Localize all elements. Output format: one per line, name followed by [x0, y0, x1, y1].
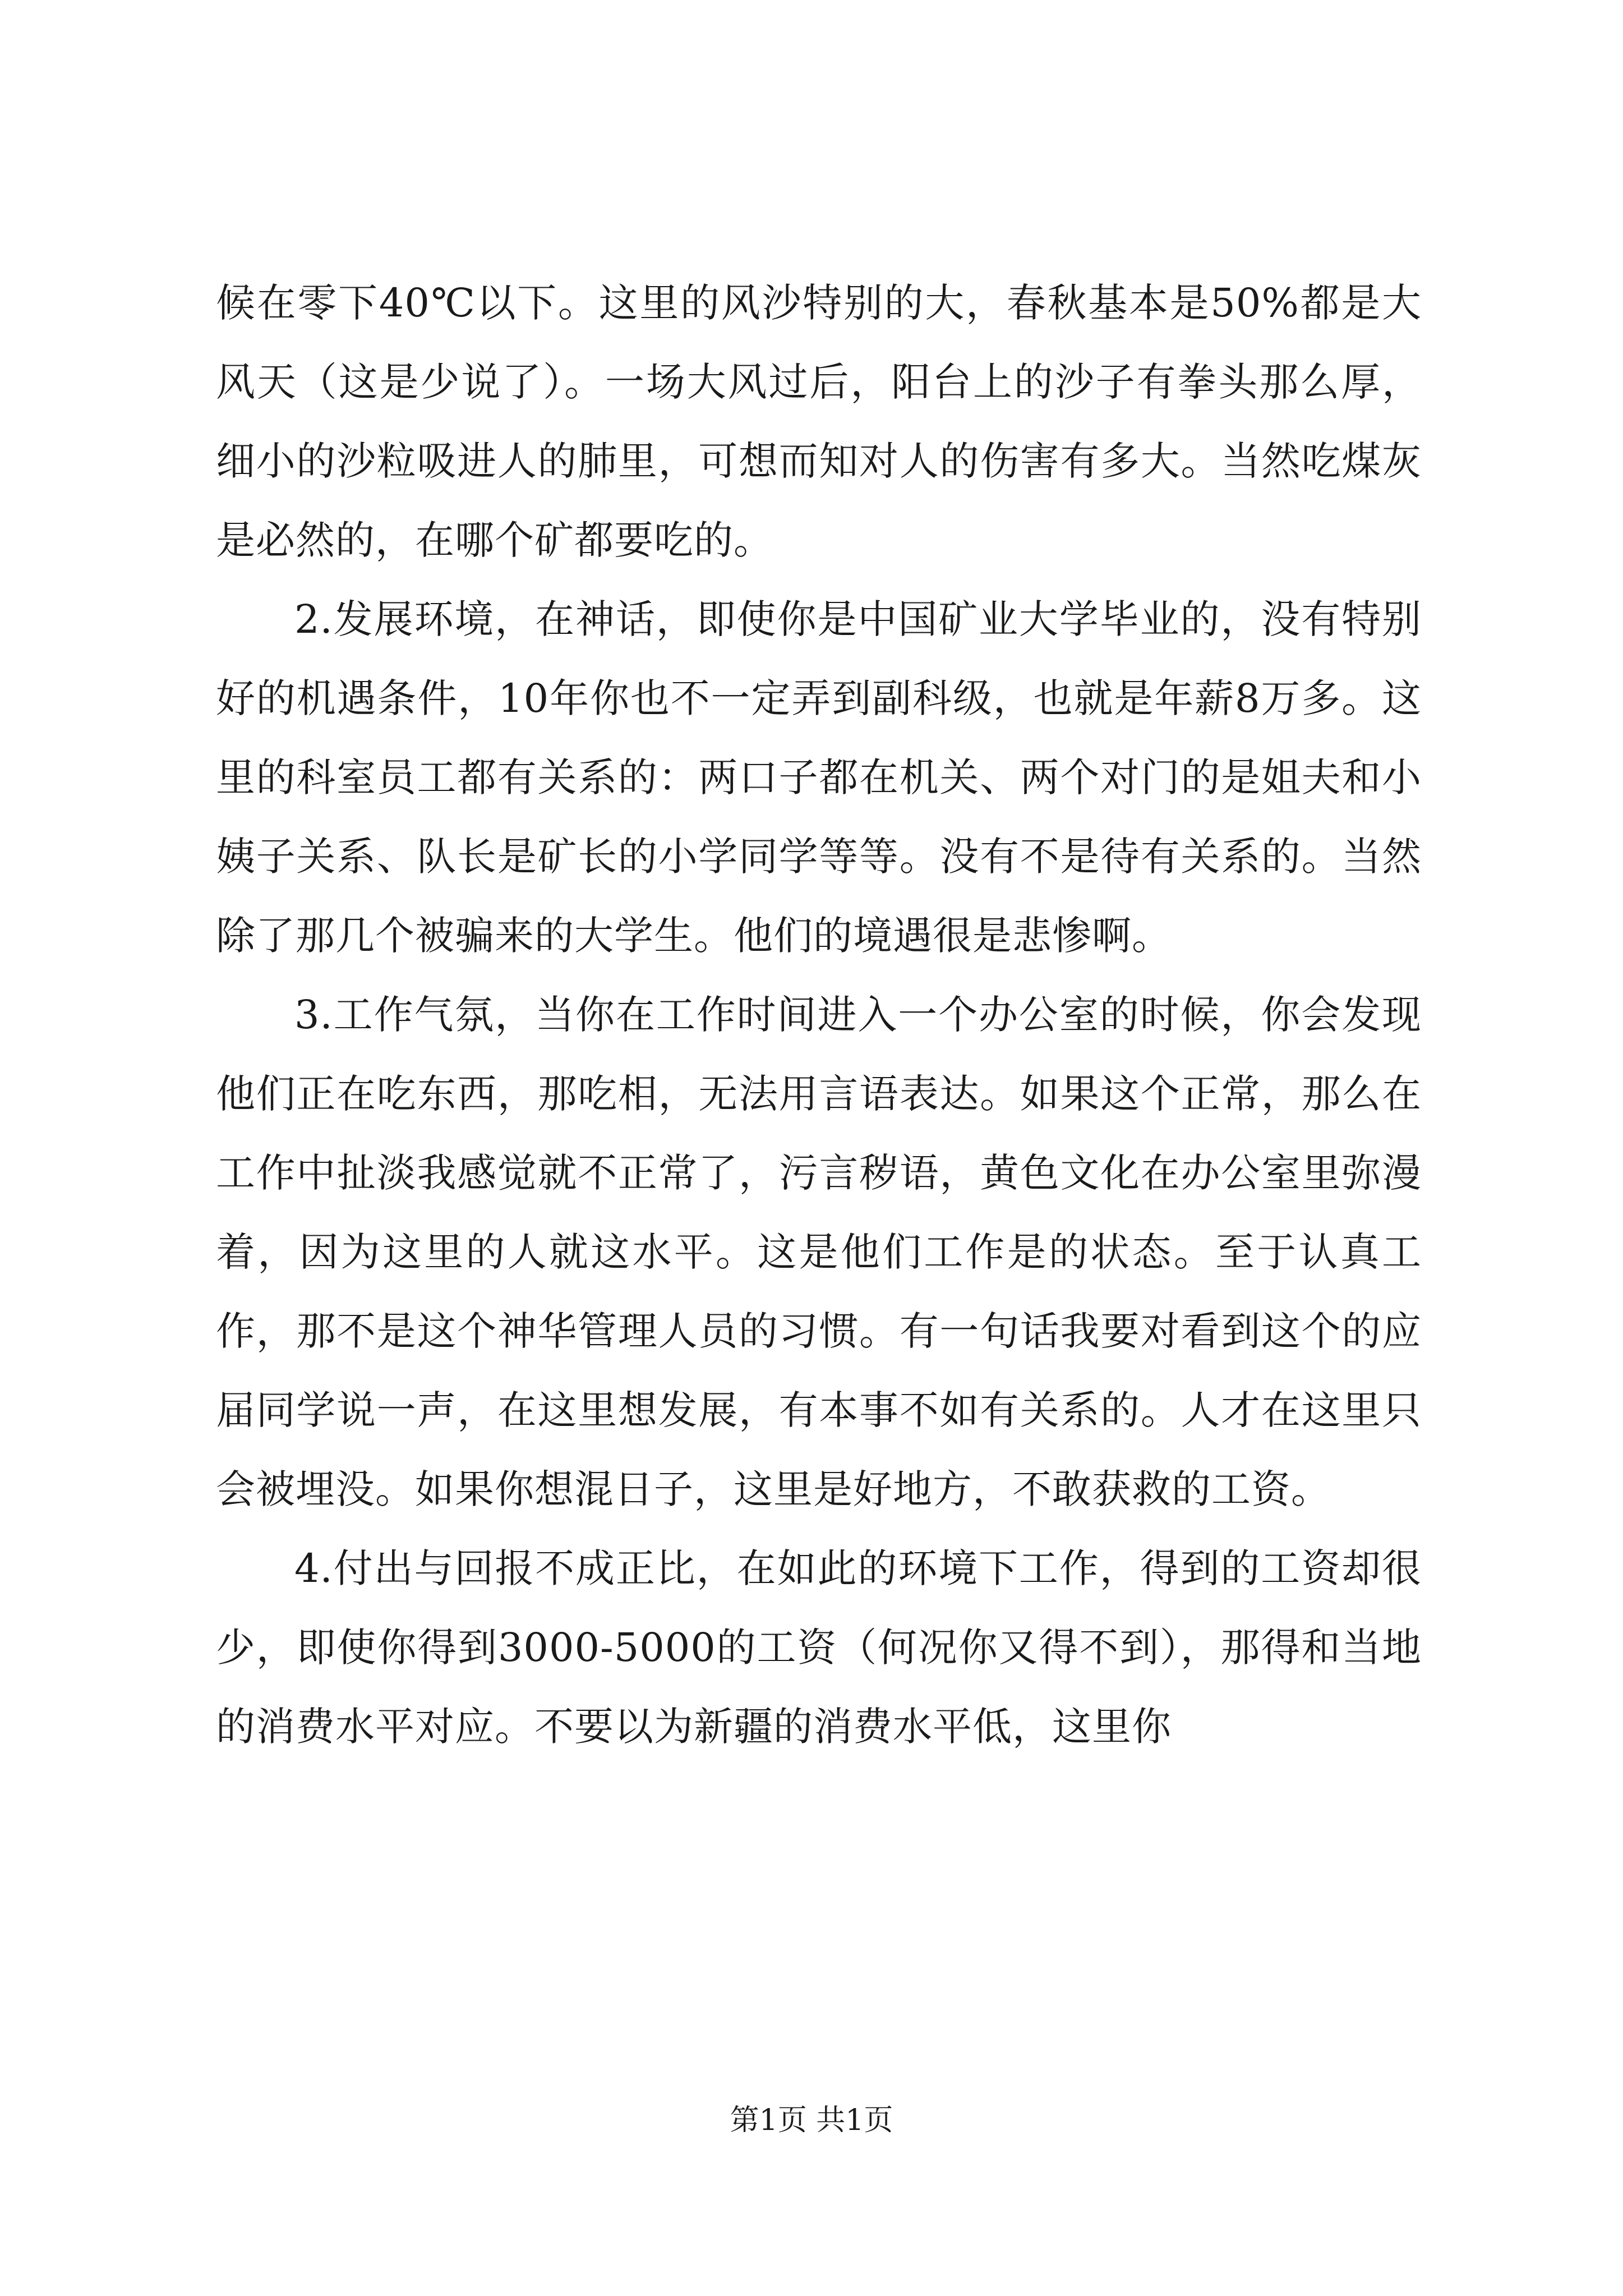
paragraph-1: 候在零下40℃以下。这里的风沙特别的大，春秋基本是50%都是大风天（这是少说了）。一场大风过后，阳台上的沙子有拳头那么厚，细小的沙粒吸进人的肺里，可想而知对人的伤害有多大。当然吃煤灰是必然的，在哪个矿都要吃的。 [216, 280, 1422, 563]
paragraph-3: 3.工作气氛，当你在工作时间进入一个办公室的时候，你会发现他们正在吃东西，那吃相，无法用言语表达。如果这个正常，那么在工作中扯淡我感觉就不正常了，污言秽语，黄色文化在办公室里弥漫着，因为这里的人就这水平。这是他们工作是的状态。至于认真工作，那不是这个神华管理人员的习惯。有一句话我要对看到这个的应届同学说一声，在这里想发展，有本事不如有关系的。人才在这里只会被埋没。如果你想混日子，这里是好地方，不敢获救的工资。 [216, 992, 1422, 1512]
paragraph-2: 2.发展环境，在神话，即使你是中国矿业大学毕业的，没有特别好的机遇条件，10年你也不一定弄到副科级，也就是年薪8万多。这里的科室员工都有关系的：两口子都在机关、两个对门的是姐夫和小姨子关系、队长是矿长的小学同学等等。没有不是待有关系的。当然除了那几个被骗来的大学生。他们的境遇很是悲惨啊。 [216, 596, 1422, 959]
document-body [216, 264, 1422, 1766]
paragraph-4: 4.付出与回报不成正比，在如此的环境下工作，得到的工资却很少，即使你得到3000-5000的工资（何况你又得不到），那得和当地的消费水平对应。不要以为新疆的消费水平低，这里你 [216, 1545, 1422, 1750]
page-number-footer: 第1页 共1页 [730, 2104, 893, 2137]
